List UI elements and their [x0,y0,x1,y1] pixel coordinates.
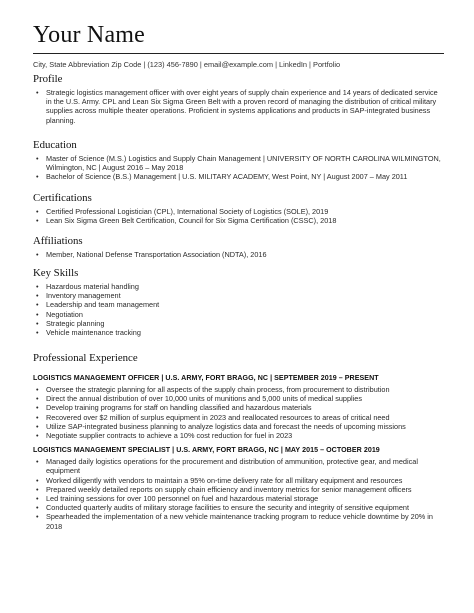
skill-item: • Vehicle maintenance tracking [33,328,445,337]
job-bullet: • Managed daily logistics operations for the procurement and distribution of ammunition, protective gear, and medical equipment [33,457,445,475]
job-bullet: • Utilize SAP-integrated business planning to analyze logistics data and forecast the needs of upcoming missions [33,422,445,431]
job-entry [33,445,445,531]
certifications-section [33,192,445,225]
section-title-education: Education [33,139,77,151]
job-bullet: • Conducted quarterly audits of military storage facilities to ensure the security and integrity of sensitive equipment [33,503,445,512]
job-bullets [33,385,445,440]
job-bullets [33,457,445,531]
section-title-certifications: Certifications [33,192,92,204]
skills-section [33,267,445,337]
section-title-affiliations: Affiliations [33,235,83,247]
job-bullet: • Prepared weekly detailed reports on supply chain efficiency and inventory metrics for senior management officers [33,485,445,494]
job-heading: LOGISTICS MANAGEMENT SPECIALIST | U.S. ARMY, FORT BRAGG, NC | MAY 2015 – OCTOBER 2019 [33,446,380,455]
job-bullet: • Develop training programs for staff on handling classified and hazardous materials [33,403,445,412]
affiliations-list [33,250,445,259]
affiliations-section [33,235,445,259]
job-bullet: • Spearheaded the implementation of a new vehicle maintenance tracking program to reduce vehicle downtime by 20% in 2018 [33,512,445,530]
skill-item: • Negotiation [33,310,445,319]
education-list [33,154,445,182]
skills-list [33,282,445,337]
job-bullet: • Oversee the strategic planning for all aspects of the supply chain process, from procurement to distribution [33,385,445,394]
job-entry [33,373,445,440]
skill-item: • Inventory management [33,291,445,300]
profile-section [33,73,445,125]
education-section [33,139,445,182]
candidate-name: Your Name [33,22,146,48]
job-heading: LOGISTICS MANAGEMENT OFFICER | U.S. ARMY, FORT BRAGG, NC | SEPTEMBER 2019 – PRESENT [33,374,379,382]
job-bullet: • Worked diligently with vendors to maintain a 95% on-time delivery rate for all military equipment and resources [33,476,445,485]
education-item: • Master of Science (M.S.) Logistics and Supply Chain Management | UNIVERSITY OF NORTH CAROLINA WILMINGTON, Wilmington, NC | August 2016 – May 2018 [33,154,445,172]
education-item: • Bachelor of Science (B.S.) Management | U.S. MILITARY ACADEMY, West Point, NY | August 2007 – May 2011 [33,172,445,181]
profile-list [33,88,445,125]
job-bullet: • Led training sessions for over 100 personnel on fuel and hazardous material storage [33,494,445,503]
contact-line: City, State Abbreviation Zip Code | (123) 456-7890 | email@example.com | LinkedIn | Portfolio [33,60,341,70]
section-title-profile: Profile [33,73,63,85]
certification-item: • Certified Professional Logistician (CPL), International Society of Logistics (SOLE), 2019 [33,207,445,216]
job-bullet: • Direct the annual distribution of over 10,000 units of munitions and 5,000 units of medical supplies [33,394,445,403]
certifications-list [33,207,445,225]
profile-item: • Strategic logistics management officer with over eight years of supply chain experience and 14 years of dedicated service in the U.S. Army. CPL and Lean Six Sigma Green Belt with a proven record of managing the distribution of critical military supplies across multiple theater operations. Proficient in systems applications and products in SAP-integrated business planning. [33,88,445,125]
section-title-experience: Professional Experience [33,352,138,364]
skill-item: • Strategic planning [33,319,445,328]
experience-section [33,352,445,531]
header-divider [33,53,444,54]
skill-item: • Leadership and team management [33,300,445,309]
job-bullet: • Recovered over $2 million of surplus equipment in 2023 and reallocated resources to areas of critical need [33,413,445,422]
certification-item: • Lean Six Sigma Green Belt Certification, Council for Six Sigma Certification (CSSC), 2018 [33,216,445,225]
affiliation-item: • Member, National Defense Transportation Association (NDTA), 2016 [33,250,445,259]
skill-item: • Hazardous material handling [33,282,445,291]
section-title-skills: Key Skills [33,267,79,279]
job-bullet: • Negotiate supplier contracts to achieve a 10% cost reduction for fuel in 2023 [33,431,445,440]
